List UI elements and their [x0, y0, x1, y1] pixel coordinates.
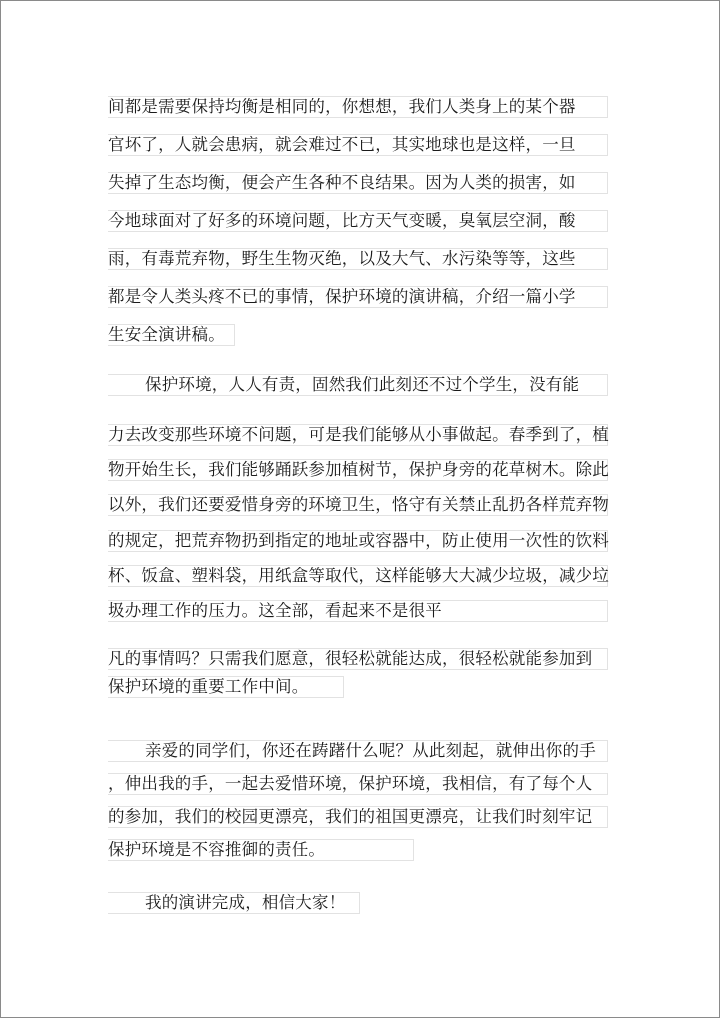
- text-line: 凡的事情吗？只需我们愿意，很轻松就能达成，很轻松就能参加到: [108, 649, 593, 668]
- text-line: 亲爱的同学们，你还在踌躇什么呢？从此刻起，就伸出你的手: [145, 741, 596, 760]
- text-line: 失掉了生态均衡，便会产生各种不良结果。因为人类的损害，如: [108, 173, 576, 192]
- text-line: 圾办理工作的压力。这全部，看起来不是很平: [108, 601, 442, 620]
- text-line: 保护环境的重要工作中间。: [108, 677, 309, 696]
- text-line: 官坏了，人就会患病，就会难过不已，其实地球也是这样，一旦: [108, 135, 576, 154]
- text-line: 雨，有毒荒弃物，野生生物灭绝，以及大气、水污染等等，这些: [108, 249, 576, 268]
- text-line: 以外，我们还要爱惜身旁的环境卫生，恪守有关禁止乱扔各样荒弃物: [108, 495, 609, 514]
- text-line: 物开始生长，我们能够踊跃参加植树节，保护身旁的花草树木。除此: [108, 460, 609, 479]
- text-line: 生安全演讲稿。: [108, 325, 225, 344]
- text-line: 保护环境是不容推御的责任。: [108, 840, 326, 859]
- text-line: 今地球面对了好多的环境问题，比方天气变暖，臭氧层空洞，酸: [108, 211, 576, 230]
- closing-line: 我的演讲完成，相信大家！: [145, 893, 346, 912]
- text-line: 的参加，我们的校园更漂亮，我们的祖国更漂亮，让我们时刻牢记: [108, 807, 593, 826]
- text-line: ，伸出我的手，一起去爱惜环境，保护环境，我相信，有了每个人: [108, 774, 593, 793]
- text-line: 杯、饭盒、塑料袋，用纸盒等取代，这样能够大大减少垃圾，减少垃: [108, 566, 609, 585]
- text-line: 保护环境，人人有责，固然我们此刻还不过个学生，没有能: [145, 375, 580, 394]
- text-line: 都是令人类头疼不已的事情，保护环境的演讲稿，介绍一篇小学: [108, 287, 576, 306]
- text-line: 的规定，把荒弃物扔到指定的地址或容器中，防止使用一次性的饮料: [108, 531, 609, 550]
- text-line: 力去改变那些环境不问题，可是我们能够从小事做起。春季到了，植: [108, 425, 609, 444]
- text-line: 间都是需要保持均衡是相同的，你想想，我们人类身上的某个器: [108, 97, 576, 116]
